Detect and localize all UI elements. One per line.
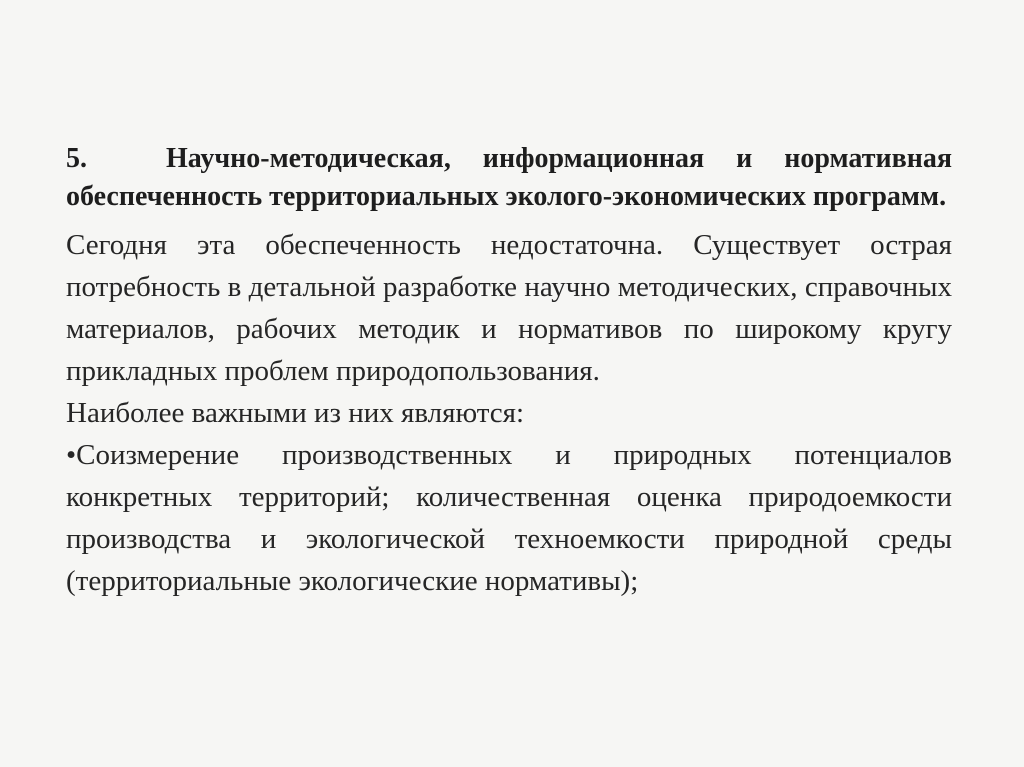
slide-content [66, 140, 952, 602]
bullet-item-1: •Соизмерение производственных и природных потенциалов конкретных территорий; количественная оценка природоемкости производства и экологической техноемкости природной среды (территориальные экологические нормативы); [66, 439, 952, 597]
body-paragraph-current-state: Сегодня эта обеспеченность недостаточна. Существует острая потребность в детальной разработке научно методических, справочных материалов, рабочих методик и нормативов по широкому кругу прикладных проблем природопользования. [66, 229, 952, 387]
body-paragraph-intro-list: Наиболее важными из них являются: [66, 397, 525, 429]
section-number: 5. [66, 143, 87, 174]
section-heading [66, 140, 952, 216]
section-title: Научно-методическая, информационная и нормативная обеспеченность территориальных эколого-экономических программ. [66, 143, 952, 212]
